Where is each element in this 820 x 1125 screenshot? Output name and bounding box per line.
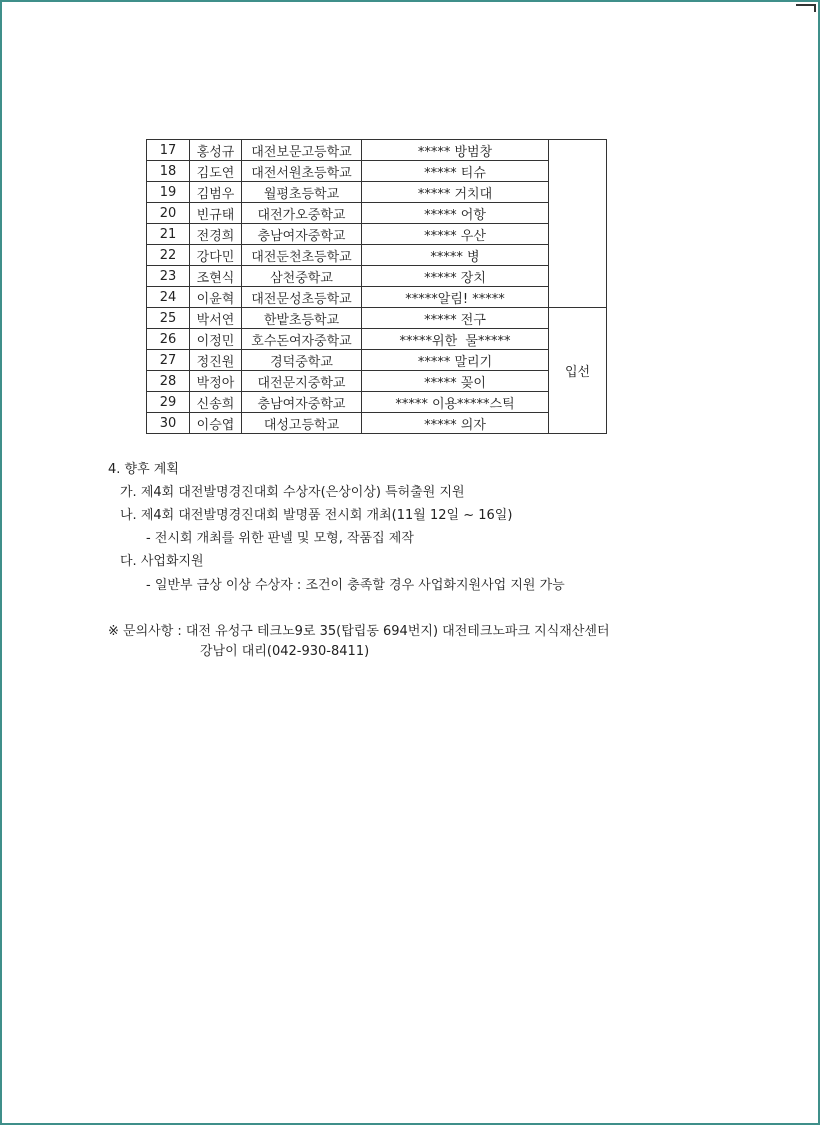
table-row	[147, 392, 607, 413]
school-name: 경덕중학교	[242, 350, 362, 371]
student-name: 박서연	[190, 308, 242, 329]
invention-title: ***** 꽂이	[362, 371, 549, 392]
row-number: 22	[147, 245, 190, 266]
table-row	[147, 350, 607, 371]
school-name: 대전가오중학교	[242, 203, 362, 224]
row-number: 25	[147, 308, 190, 329]
table-row	[147, 224, 607, 245]
row-number: 21	[147, 224, 190, 245]
school-name: 충남여자중학교	[242, 392, 362, 413]
table-row	[147, 266, 607, 287]
student-name: 이윤혁	[190, 287, 242, 308]
table-row	[147, 245, 607, 266]
student-name: 정진원	[190, 350, 242, 371]
school-name: 대전문성초등학교	[242, 287, 362, 308]
invention-title: ***** 의자	[362, 413, 549, 434]
corner-mark	[796, 4, 816, 12]
table-row	[147, 413, 607, 434]
student-name: 김범우	[190, 182, 242, 203]
row-number: 23	[147, 266, 190, 287]
invention-title: ***** 이용*****스틱	[362, 392, 549, 413]
student-name: 빈규태	[190, 203, 242, 224]
school-name: 충남여자중학교	[242, 224, 362, 245]
student-name: 조현식	[190, 266, 242, 287]
plan-item-na-detail: - 전시회 개최를 위한 판넬 및 모형, 작품집 제작	[146, 531, 414, 546]
table-row	[147, 371, 607, 392]
invention-title: ***** 방범창	[362, 140, 549, 161]
school-name: 한밭초등학교	[242, 308, 362, 329]
table-row	[147, 182, 607, 203]
plan-item-ga: 가. 제4회 대전발명경진대회 수상자(은상이상) 특허출원 지원	[120, 485, 465, 500]
school-name: 대전서원초등학교	[242, 161, 362, 182]
plan-item-da: 다. 사업화지원	[120, 554, 204, 569]
school-name: 삼천중학교	[242, 266, 362, 287]
table-row	[147, 203, 607, 224]
invention-title: *****알림! *****	[362, 287, 549, 308]
award-group-cell: 입선	[549, 308, 607, 434]
plan-item-da-detail: - 일반부 금상 이상 수상자 : 조건이 충족할 경우 사업화지원사업 지원 가능	[146, 578, 565, 593]
plan-item-na: 나. 제4회 대전발명경진대회 발명품 전시회 개최(11월 12일 ~ 16일)	[120, 508, 513, 523]
plan-heading: 4. 향후 계획	[108, 462, 179, 477]
student-name: 홍성규	[190, 140, 242, 161]
invention-title: ***** 거치대	[362, 182, 549, 203]
awards-table	[146, 139, 607, 434]
row-number: 26	[147, 329, 190, 350]
school-name: 대전둔천초등학교	[242, 245, 362, 266]
table-row	[147, 161, 607, 182]
school-name: 대성고등학교	[242, 413, 362, 434]
invention-title: ***** 티슈	[362, 161, 549, 182]
invention-title: ***** 장치	[362, 266, 549, 287]
invention-title: ***** 전구	[362, 308, 549, 329]
student-name: 박정아	[190, 371, 242, 392]
contact-line: ※ 문의사항 : 대전 유성구 테크노9로 35(탑립동 694번지) 대전테크노파크 지식재산센터	[108, 624, 610, 639]
student-name: 이정민	[190, 329, 242, 350]
row-number: 24	[147, 287, 190, 308]
student-name: 신송희	[190, 392, 242, 413]
invention-title: ***** 병	[362, 245, 549, 266]
contact-person: 강남이 대리(042-930-8411)	[200, 644, 370, 659]
school-name: 대전문지중학교	[242, 371, 362, 392]
school-name: 호수돈여자중학교	[242, 329, 362, 350]
table-row	[147, 287, 607, 308]
table-row	[147, 329, 607, 350]
table-row	[147, 308, 607, 329]
row-number: 28	[147, 371, 190, 392]
school-name: 대전보문고등학교	[242, 140, 362, 161]
invention-title: ***** 말리기	[362, 350, 549, 371]
award-group-cell	[549, 140, 607, 308]
row-number: 29	[147, 392, 190, 413]
table-row	[147, 140, 607, 161]
invention-title: ***** 어항	[362, 203, 549, 224]
row-number: 19	[147, 182, 190, 203]
invention-title: *****위한 물*****	[362, 329, 549, 350]
student-name: 이승엽	[190, 413, 242, 434]
student-name: 전경희	[190, 224, 242, 245]
school-name: 월평초등학교	[242, 182, 362, 203]
student-name: 강다민	[190, 245, 242, 266]
row-number: 18	[147, 161, 190, 182]
row-number: 30	[147, 413, 190, 434]
invention-title: ***** 우산	[362, 224, 549, 245]
row-number: 17	[147, 140, 190, 161]
row-number: 27	[147, 350, 190, 371]
student-name: 김도연	[190, 161, 242, 182]
row-number: 20	[147, 203, 190, 224]
